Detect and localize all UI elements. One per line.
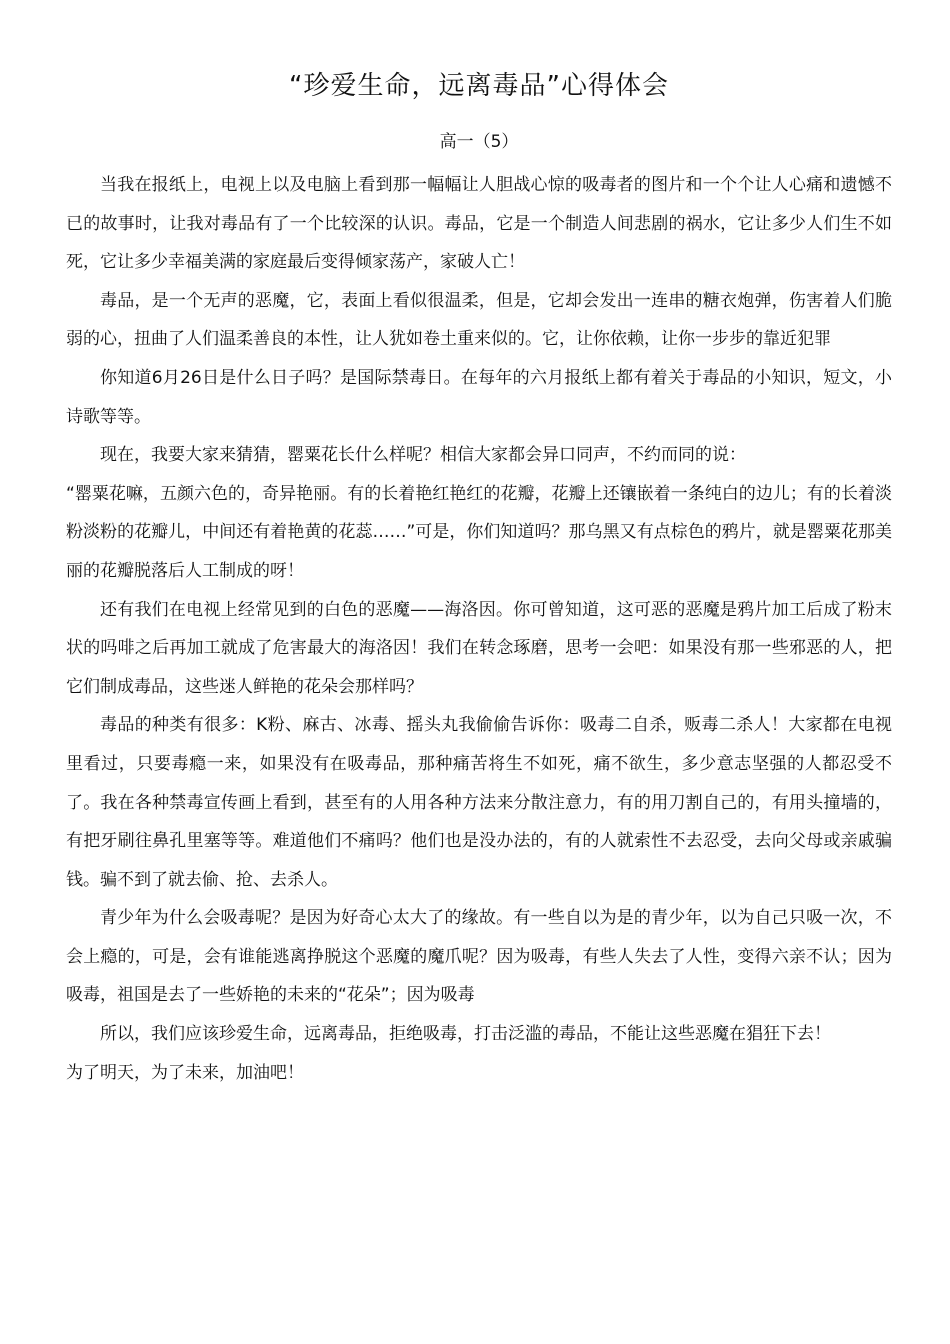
paragraph-6: 还有我们在电视上经常见到的白色的恶魔——海洛因。你可曾知道，这可恶的恶魔是鸦片加工后成了粉末状的吗啡之后再加工就成了危害最大的海洛因！我们在转念琢磨，思考一会吧：如果没有那一些邪恶的人，把它们制成毒品，这些迷人鲜艳的花朵会那样吗？ <box>66 599 892 697</box>
paragraph-8: 青少年为什么会吸毒呢？是因为好奇心太大了的缘故。有一些自以为是的青少年，以为自己只吸一次，不会上瘾的，可是，会有谁能逃离挣脱这个恶魔的魔爪呢？因为吸毒，有些人失去了人性，变得六亲不认；因为吸毒，祖国是去了一些娇艳的未来的“花朵”；因为吸毒 <box>66 908 892 1006</box>
paragraph-7: 毒品的种类有很多：K粉、麻古、冰毒、摇头丸我偷偷告诉你：吸毒二自杀，贩毒二杀人！大家都在电视里看过，只要毒瘾一来，如果没有在吸毒品，那种痛苦将生不如死，痛不欲生，多少意志坚强的人都忍受不了。我在各种禁毒宣传画上看到，甚至有的人用各种方法来分散注意力，有的用刀割自己的，有用头撞墙的，有把牙刷往鼻孔里塞等等。难道他们不痛吗？他们也是没办法的，有的人就索性不去忍受，去向父母或亲戚骗钱。骗不到了就去偷、抢、去杀人。 <box>66 715 892 890</box>
paragraph-5-quote: “罂粟花嘛，五颜六色的，奇异艳丽。有的长着艳红艳红的花瓣，花瓣上还镶嵌着一条纯白的边儿；有的长着淡粉淡粉的花瓣儿，中间还有着艳黄的花蕊……”可是，你们知道吗？那乌黑又有点棕色的鸦片，就是罂粟花那美丽的花瓣脱落后人工制成的呀！ <box>66 483 892 581</box>
paragraph-9: 所以，我们应该珍爱生命，远离毒品，拒绝吸毒，打击泛滥的毒品，不能让这些恶魔在猖狂下去！ <box>100 1024 831 1045</box>
paragraph-1: 当我在报纸上，电视上以及电脑上看到那一幅幅让人胆战心惊的吸毒者的图片和一个个让人心痛和遗憾不已的故事时，让我对毒品有了一个比较深的认识。毒品，它是一个制造人间悲剧的祸水，它让多少人们生不如死，它让多少幸福美满的家庭最后变得倾家荡产，家破人亡！ <box>66 175 892 273</box>
class-label: 高一（5） <box>439 132 519 152</box>
paragraph-3: 你知道6月26日是什么日子吗？是国际禁毒日。在每年的六月报纸上都有着关于毒品的小知识，短文，小诗歌等等。 <box>66 367 892 427</box>
paragraph-4: 现在，我要大家来猜猜，罂粟花长什么样呢？相信大家都会异口同声，不约而同的说： <box>100 445 746 466</box>
document-title: “珍爱生命，远离毒品”心得体会 <box>289 71 669 101</box>
document-page <box>66 0 892 1344</box>
paragraph-2: 毒品，是一个无声的恶魔，它，表面上看似很温柔，但是，它却会发出一连串的糖衣炮弹，伤害着人们脆弱的心，扭曲了人们温柔善良的本性，让人犹如卷土重来似的。它，让你依赖，让你一步步的靠近犯罪 <box>66 290 892 350</box>
paragraph-10-closing: 为了明天，为了未来，加油吧！ <box>66 1062 304 1083</box>
document-body <box>66 166 892 1092</box>
